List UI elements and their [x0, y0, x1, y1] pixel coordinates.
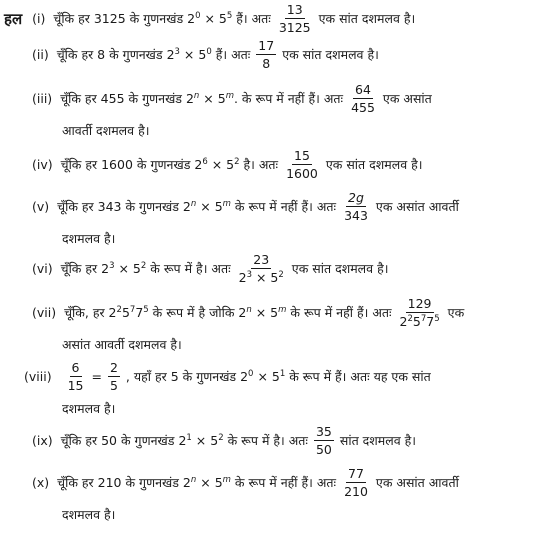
item-number: (vii): [32, 305, 57, 320]
item-x-continuation: [62, 506, 115, 523]
item-number: (iv): [32, 157, 53, 172]
fraction: $\frac{77}{210}$: [344, 466, 368, 499]
item-number: (x): [32, 475, 50, 490]
fraction: $\frac{23}{2^3 \times 5^2}$: [238, 252, 284, 285]
item-tail: एक असांत: [382, 91, 432, 106]
item-tail: एक सांत दशमलव है।: [318, 11, 416, 26]
continuation-text: दशमलव है।: [62, 507, 116, 522]
item-number: (ii): [32, 47, 49, 62]
item-text: चूँकि हर 50 के गुणनखंड $2^1 \times 5^2$ के रूप में है। अतः: [60, 432, 308, 448]
continuation-text: आवर्ती दशमलव है।: [62, 123, 150, 138]
fraction: $\frac{64}{455}$: [351, 82, 375, 115]
item-text: चूँकि हर 3125 के गुणनखंड $2^0 \times 5^5$ हैं। अतः: [53, 10, 271, 26]
item-text: चूँकि हर 455 के गुणनखंड $2^n \times 5^m$. के रूप में नहीं हैं। अतः: [60, 90, 344, 106]
fraction: $\frac{2}{5}$: [109, 360, 118, 393]
item-vi: [32, 252, 388, 285]
fraction: $\frac{129}{2^25^77^5}$: [399, 296, 440, 329]
item-text: चूँकि हर 1600 के गुणनखंड $2^6 \times 5^2$ है। अतः: [60, 156, 279, 172]
item-number: (v): [32, 199, 50, 214]
item-tail: एक असांत आवर्ती: [375, 199, 459, 214]
item-v-continuation: [62, 230, 115, 247]
item-ix: [32, 424, 416, 457]
item-text: चूँकि हर 8 के गुणनखंड $2^3 \times 5^0$ हैं। अतः: [56, 46, 251, 62]
item-number: (iii): [32, 91, 53, 106]
item-text: चूँकि हर 343 के गुणनखंड $2^n \times 5^m$ के रूप में नहीं हैं। अतः: [57, 198, 337, 214]
continuation-text: दशमलव है।: [62, 231, 116, 246]
item-v: [32, 190, 459, 223]
item-vii-continuation: [62, 336, 182, 353]
fraction: $\frac{6}{15}$: [67, 360, 84, 393]
fraction: $\frac{35}{50}$: [315, 424, 332, 457]
fraction: $\frac{15}{1600}$: [286, 148, 318, 181]
item-tail: एक सांत दशमलव है।: [282, 47, 379, 62]
fraction: $\frac{2g}{343}$: [344, 190, 368, 223]
item-text: , यहाँ हर 5 के गुणनखंड $2^0 \times 5^1$ के रूप में हैं। अतः यह एक सांत: [125, 368, 431, 384]
item-iii-continuation: [62, 122, 149, 139]
item-i: [4, 2, 415, 35]
item-text: चूँकि हर 210 के गुणनखंड $2^n \times 5^m$ के रूप में नहीं हैं। अतः: [57, 474, 337, 490]
item-tail: एक असांत आवर्ती: [375, 475, 459, 490]
equals-sign: =: [91, 369, 102, 384]
item-ii: [32, 38, 379, 71]
item-number: (ix): [32, 433, 53, 448]
item-number: (viii): [24, 369, 52, 384]
item-iv: [32, 148, 423, 181]
item-number: (i): [32, 11, 46, 26]
item-x: [32, 466, 459, 499]
heading: हल: [4, 9, 23, 28]
item-text: चूँकि हर $2^3 \times 5^2$ के रूप में है। अतः: [60, 260, 231, 276]
item-viii-continuation: [62, 400, 115, 417]
continuation-text: असांत आवर्ती दशमलव है।: [62, 337, 182, 352]
item-text: चूँकि, हर $2^25^77^5$ के रूप में है जोकि $2^n \times 5^m$ के रूप में नहीं हैं। अतः: [64, 304, 392, 320]
item-number: (vi): [32, 261, 53, 276]
item-tail: एक: [447, 305, 465, 320]
item-viii: [24, 360, 431, 393]
fraction: $\frac{13}{3125}$: [278, 2, 311, 35]
item-iii: [32, 82, 432, 115]
fraction: $\frac{17}{8}$: [258, 38, 275, 71]
item-tail: एक सांत दशमलव है।: [325, 157, 423, 172]
item-tail: सांत दशमलव है।: [339, 433, 417, 448]
item-tail: एक सांत दशमलव है।: [291, 261, 389, 276]
continuation-text: दशमलव है।: [62, 401, 116, 416]
item-vii: [32, 296, 464, 329]
